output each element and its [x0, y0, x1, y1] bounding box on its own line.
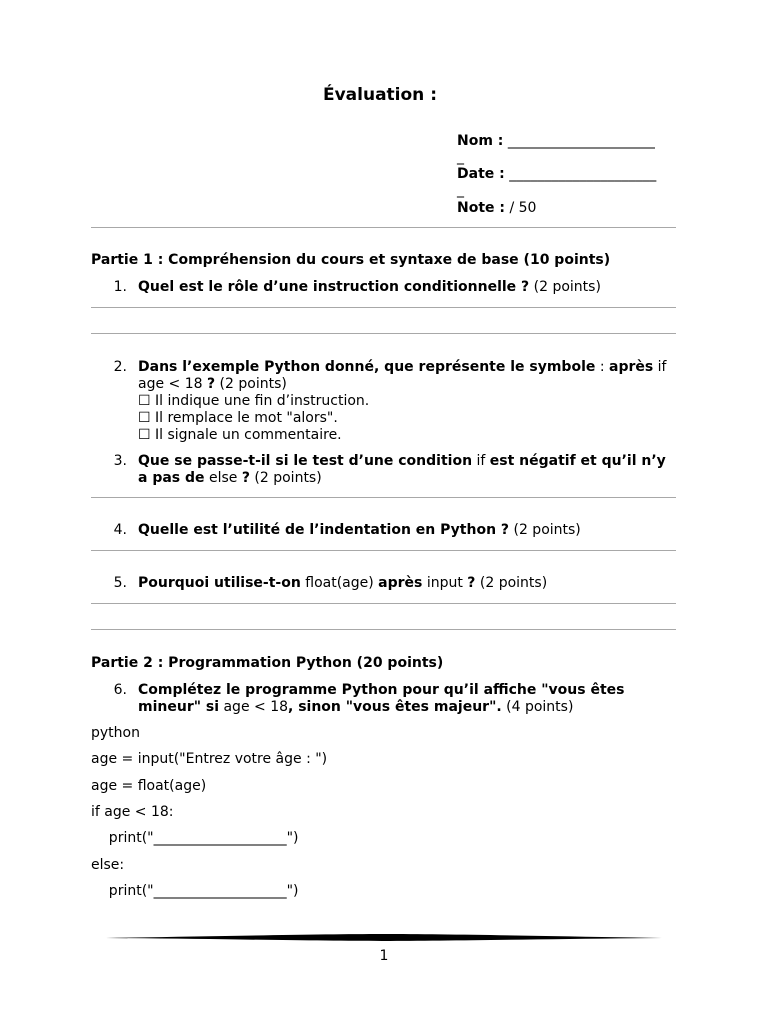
- q3-text-2: if: [472, 453, 490, 469]
- q5-text-2: float(age): [300, 575, 379, 591]
- q3-text-1: Que se passe-t-il si le test d’une condition: [138, 453, 473, 469]
- question-5: [138, 575, 678, 592]
- nom-wrap: _: [457, 149, 464, 165]
- q5-number: 5.: [113, 575, 127, 591]
- q1-points: (2 points): [529, 279, 601, 295]
- q6-text-3: , sinon "vous êtes majeur".: [288, 699, 502, 715]
- q5-text-3: après: [378, 575, 423, 591]
- q2-text-1: Dans l’exemple Python donné, que représente le symbole: [138, 359, 596, 375]
- q5-points: (2 points): [475, 575, 548, 591]
- date-label: Date :: [457, 166, 505, 182]
- q4-number: 4.: [113, 522, 127, 538]
- page-title: Évaluation :: [322, 85, 438, 105]
- q2-text-3: après: [609, 359, 654, 375]
- code-line: age = float(age): [91, 778, 207, 794]
- answer-line: [91, 333, 676, 334]
- date-line: [457, 166, 656, 182]
- code-line: python: [91, 725, 140, 741]
- page-number: 1: [379, 948, 389, 964]
- date-blank: _____________________: [509, 166, 657, 182]
- note-value: / 50: [509, 200, 537, 216]
- answer-line: [91, 629, 676, 630]
- q2-option-3[interactable]: ☐ Il signale un commentaire.: [138, 427, 342, 443]
- code-line: print("___________________"): [91, 830, 299, 846]
- question-4: [138, 522, 678, 539]
- q6-text-1: Complétez le programme Python pour qu’il affiche "vous êtes mineur" si: [138, 682, 625, 715]
- q3-text-5: ?: [241, 470, 250, 486]
- note-line: [457, 200, 536, 216]
- part1-title: Partie 1 : Compréhension du cours et syntaxe de base (10 points): [91, 252, 611, 268]
- nom-line: [457, 133, 655, 149]
- q2-points: (2 points): [215, 376, 287, 392]
- q5-text-4: input: [422, 575, 468, 591]
- q3-text-3: est négatif et qu’il n’y a pas de: [138, 453, 666, 486]
- footer-divider: [106, 928, 662, 948]
- question-3: [138, 453, 678, 487]
- q2-text-5: ?: [206, 376, 216, 392]
- q6-text-2: age < 18: [219, 699, 289, 715]
- answer-line: [91, 550, 676, 551]
- note-label: Note :: [457, 200, 505, 216]
- question-2: [138, 359, 678, 393]
- code-line: else:: [91, 857, 125, 873]
- q5-text-5: ?: [467, 575, 476, 591]
- q4-points: (2 points): [509, 522, 581, 538]
- q2-option-2[interactable]: ☐ Il remplace le mot "alors".: [138, 410, 338, 426]
- answer-line: [91, 497, 676, 498]
- date-wrap: _: [457, 182, 464, 198]
- q4-text: Quelle est l’utilité de l’indentation en Python ?: [138, 522, 510, 538]
- q3-text-4: else: [204, 470, 242, 486]
- q5-text-1: Pourquoi utilise-t-on: [138, 575, 301, 591]
- q1-number: 1.: [113, 279, 127, 295]
- q3-number: 3.: [113, 453, 127, 469]
- nom-label: Nom :: [457, 133, 504, 149]
- answer-line: [91, 603, 676, 604]
- code-line: if age < 18:: [91, 804, 174, 820]
- question-1: [138, 279, 678, 296]
- q3-points: (2 points): [249, 470, 322, 486]
- q2-number: 2.: [113, 359, 127, 375]
- q2-text-2: :: [595, 359, 609, 375]
- code-line: print("___________________"): [91, 883, 299, 899]
- code-line: age = input("Entrez votre âge : "): [91, 751, 328, 767]
- answer-line: [91, 307, 676, 308]
- q6-points: (4 points): [501, 699, 574, 715]
- q6-number: 6.: [113, 682, 127, 698]
- nom-blank: _____________________: [507, 133, 655, 149]
- part2-title: Partie 2 : Programmation Python (20 points): [91, 655, 444, 671]
- q2-option-1[interactable]: ☐ Il indique une fin d’instruction.: [138, 393, 370, 409]
- q2-text-4: if age < 18: [138, 359, 667, 392]
- q1-text: Quel est le rôle d’une instruction conditionnelle ?: [138, 279, 530, 295]
- header-divider: [91, 227, 676, 228]
- question-6: [138, 682, 678, 716]
